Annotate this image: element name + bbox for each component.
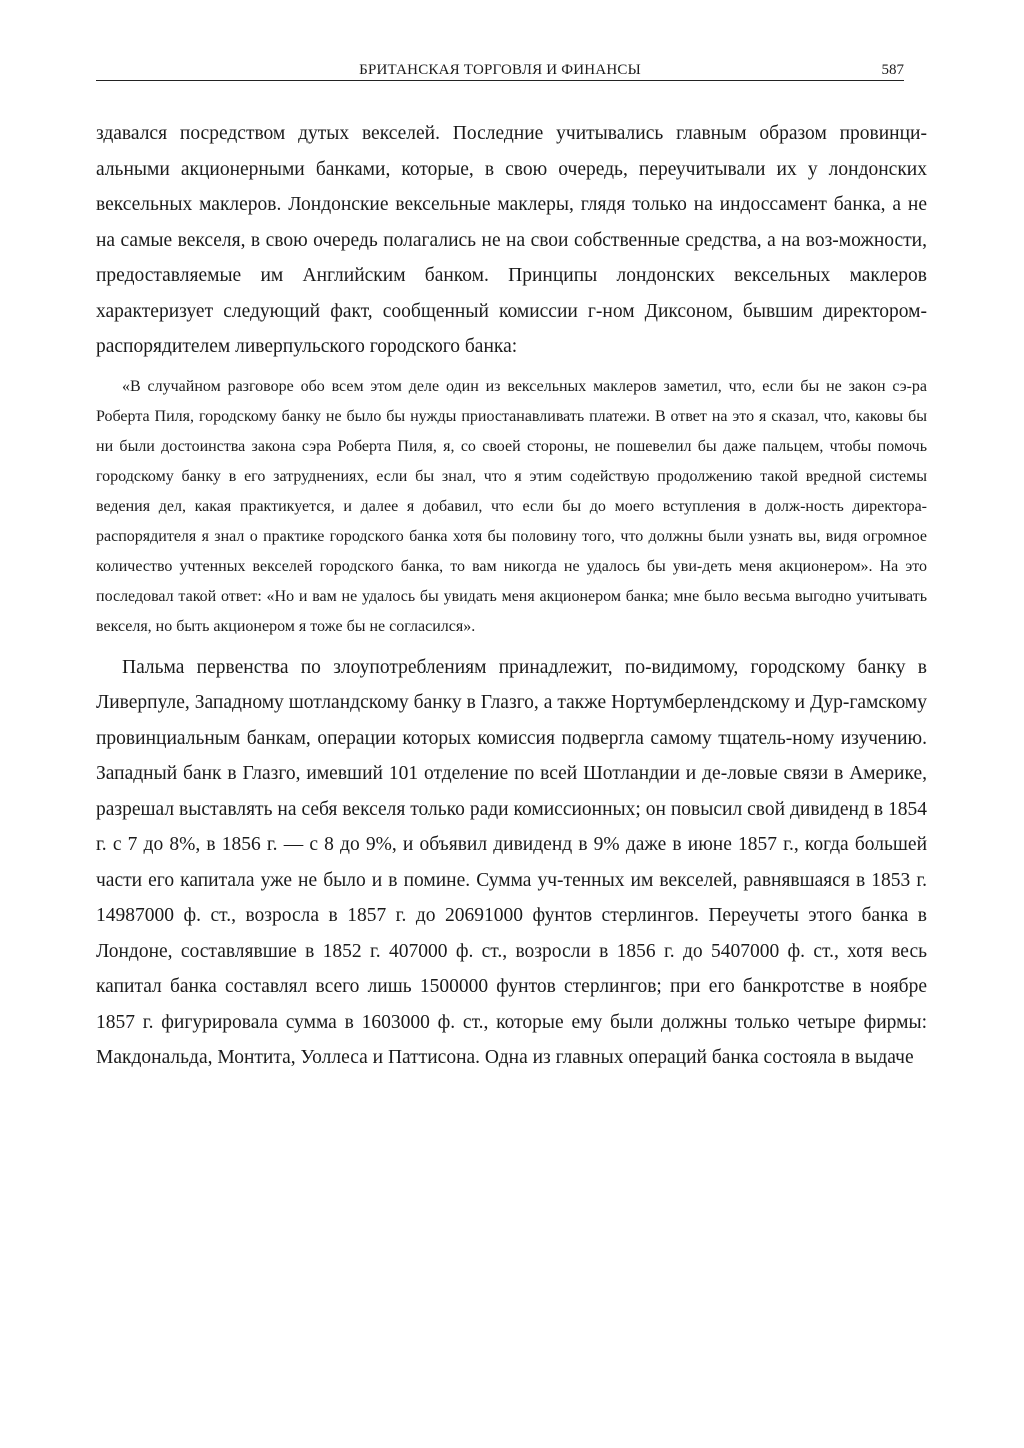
paragraph: Пальма первенства по злоупотреблениям принадлежит, по-видимому, городскому банку в Ливерпуле, Западному шотландскому банку в Глазго, а также Нортумберлендскому и Дур-гамскому провинциальным банкам, операции которых комиссия подвергла самому тщатель-ному изучению. Западный банк в Глазго, имевший 101 отделение по всей Шотландии и де-ловые связи в Америке, разрешал выставлять на себя векселя только ради комиссионных; он повысил свой дивиденд в 1854 г. с 7 до 8%, в 1856 г. — с 8 до 9%, и объявил дивиденд в 9% даже в июне 1857 г., когда большей части его капитала уже не было и в помине. Сумма уч-тенных им векселей, равнявшаяся в 1853 г. 14987000 ф. ст., возросла в 1857 г. до 20691000 фунтов стерлингов. Переучеты этого банка в Лондоне, составлявшие в 1852 г. 407000 ф. ст., возросли в 1856 г. до 5407000 ф. ст., хотя весь капитал банка составлял всего лишь 1500000 фунтов стерлингов; при его банкротстве в ноябре 1857 г. фигурировала сумма в 1603000 ф. ст., которые ему были должны только четыре фирмы: Макдональда, Монтита, Уоллеса и Паттисона. Одна из главных операций банка состояла в выдаче [96,656,927,1068]
running-header-title: БРИТАНСКАЯ ТОРГОВЛЯ И ФИНАНСЫ [359,62,641,78]
block-quote: «В случайном разговоре обо всем этом деле один из вексельных маклеров заметил, что, если бы не закон сэ-ра Роберта Пиля, городскому банку не было бы нужды приостанавливать платежи. В ответ на это я сказал, что, каковы бы ни были достоинства закона сэра Роберта Пиля, я, со своей стороны, не пошевелил бы даже пальцем, чтобы помочь городскому банку в его затруднениях, если бы знал, что я этим содействую продолжению такой вредной системы ведения дел, какая практикуется, и далее я добавил, что если бы до моего вступления в долж-ность директора-распорядителя я знал о практике городского банка хотя бы половину того, что должны были узнать вы, видя огромное количество учтенных векселей городского банка, то вам никогда не удалось бы уви-деть меня акционером». На это последовал такой ответ: «Но и вам не удалось бы увидать меня акционером банка; мне было весьма выгодно учитывать векселя, но быть акционером я тоже бы не согласился». [96,377,927,635]
body-text [96,116,927,1076]
running-header [96,60,904,81]
page-number: 587 [881,62,904,78]
paragraph-continued: здавался посредством дутых векселей. Последние учитывались главным образом провинци-альными акционерными банками, которые, в свою очередь, переучитывали их у лондонских вексельных маклеров. Лондонские вексельные маклеры, глядя только на индоссамент банка, а не на самые векселя, в свою очередь полагались не на свои собственные средства, а на воз-можности, предоставляемые им Английским банком. Принципы лондонских вексельных маклеров характеризует следующий факт, сообщенный комиссии г-ном Диксоном, бывшим директором-распорядителем ливерпульского городского банка: [96,123,927,357]
